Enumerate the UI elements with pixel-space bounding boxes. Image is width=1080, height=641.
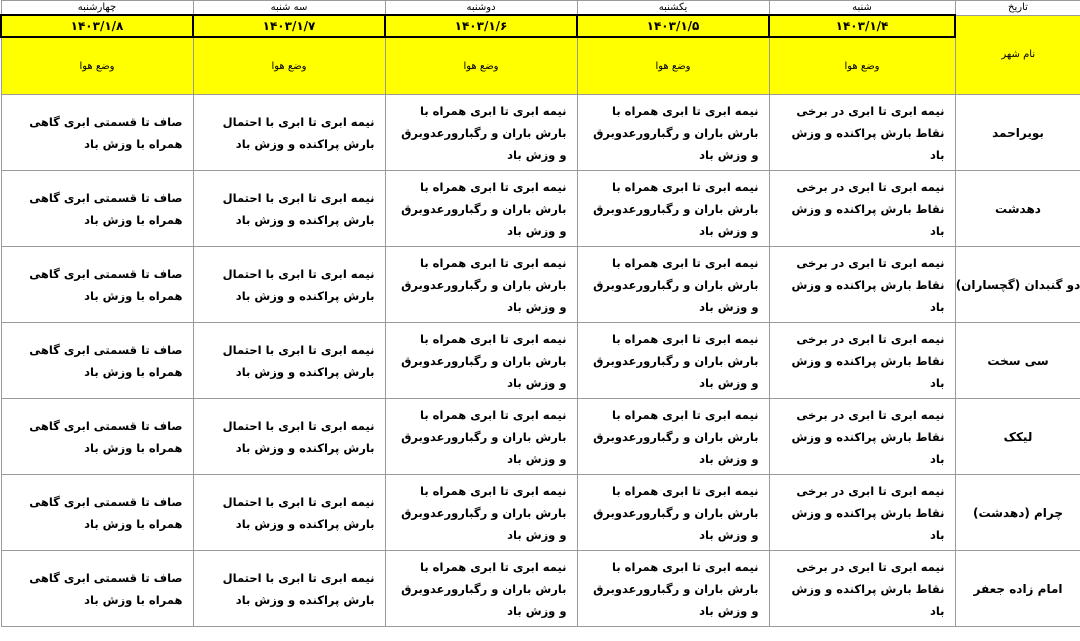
forecast-cell: نیمه ابری تا ابری در برخی نقاط بارش پراکنده و وزش باد bbox=[769, 247, 955, 323]
forecast-cell: نیمه ابری تا ابری همراه با بارش باران و رگبارورعدوبرق و وزش باد bbox=[577, 247, 769, 323]
date-label: تاریخ bbox=[955, 1, 1080, 16]
forecast-cell: نیمه ابری تا ابری در برخی نقاط بارش پراکنده و وزش باد bbox=[769, 475, 955, 551]
forecast-cell: نیمه ابری تا ابری با احتمال بارش پراکنده و وزش باد bbox=[193, 551, 385, 627]
forecast-cell: نیمه ابری تا ابری با احتمال بارش پراکنده و وزش باد bbox=[193, 475, 385, 551]
forecast-cell: نیمه ابری تا ابری همراه با بارش باران و رگبارورعدوبرق و وزش باد bbox=[385, 551, 577, 627]
date-3: ۱۴۰۳/۱/۶ bbox=[385, 15, 577, 37]
forecast-cell: صاف تا قسمتی ابری گاهی همراه با وزش باد bbox=[1, 551, 193, 627]
city-name: امام زاده جعفر bbox=[955, 551, 1080, 627]
forecast-cell: نیمه ابری تا ابری همراه با بارش باران و رگبارورعدوبرق و وزش باد bbox=[385, 171, 577, 247]
forecast-cell: نیمه ابری تا ابری با احتمال بارش پراکنده و وزش باد bbox=[193, 399, 385, 475]
city-name: بویراحمد bbox=[955, 95, 1080, 171]
forecast-cell: نیمه ابری تا ابری در برخی نقاط بارش پراکنده و وزش باد bbox=[769, 171, 955, 247]
forecast-cell: صاف تا قسمتی ابری گاهی همراه با وزش باد bbox=[1, 171, 193, 247]
forecast-cell: نیمه ابری تا ابری همراه با بارش باران و رگبارورعدوبرق و وزش باد bbox=[577, 551, 769, 627]
forecast-cell: نیمه ابری تا ابری با احتمال بارش پراکنده و وزش باد bbox=[193, 247, 385, 323]
table-row bbox=[1, 171, 1080, 247]
city-name: سی سخت bbox=[955, 323, 1080, 399]
weather-label-5: وضع هوا bbox=[1, 37, 193, 95]
day-name-5: چهارشنبه bbox=[1, 1, 193, 16]
forecast-cell: نیمه ابری تا ابری همراه با بارش باران و رگبارورعدوبرق و وزش باد bbox=[577, 475, 769, 551]
forecast-cell: نیمه ابری تا ابری همراه با بارش باران و رگبارورعدوبرق و وزش باد bbox=[385, 247, 577, 323]
forecast-cell: نیمه ابری تا ابری همراه با بارش باران و رگبارورعدوبرق و وزش باد bbox=[385, 323, 577, 399]
forecast-cell: نیمه ابری تا ابری با احتمال بارش پراکنده و وزش باد bbox=[193, 95, 385, 171]
forecast-cell: نیمه ابری تا ابری در برخی نقاط بارش پراکنده و وزش باد bbox=[769, 95, 955, 171]
date-5: ۱۴۰۳/۱/۸ bbox=[1, 15, 193, 37]
forecast-cell: نیمه ابری تا ابری با احتمال بارش پراکنده و وزش باد bbox=[193, 323, 385, 399]
table-row bbox=[1, 399, 1080, 475]
forecast-cell: صاف تا قسمتی ابری گاهی همراه با وزش باد bbox=[1, 323, 193, 399]
forecast-cell: صاف تا قسمتی ابری گاهی همراه با وزش باد bbox=[1, 247, 193, 323]
weather-label-3: وضع هوا bbox=[385, 37, 577, 95]
forecast-cell: نیمه ابری تا ابری همراه با بارش باران و رگبارورعدوبرق و وزش باد bbox=[385, 399, 577, 475]
forecast-cell: نیمه ابری تا ابری در برخی نقاط بارش پراکنده و وزش باد bbox=[769, 551, 955, 627]
forecast-cell: نیمه ابری تا ابری همراه با بارش باران و رگبارورعدوبرق و وزش باد bbox=[577, 171, 769, 247]
forecast-cell: نیمه ابری تا ابری با احتمال بارش پراکنده و وزش باد bbox=[193, 171, 385, 247]
forecast-cell: صاف تا قسمتی ابری گاهی همراه با وزش باد bbox=[1, 399, 193, 475]
city-name: چرام (دهدشت) bbox=[955, 475, 1080, 551]
forecast-cell: نیمه ابری تا ابری همراه با بارش باران و رگبارورعدوبرق و وزش باد bbox=[385, 95, 577, 171]
city-column-header: نام شهر bbox=[955, 15, 1080, 95]
day-name-4: سه شنبه bbox=[193, 1, 385, 16]
city-name: دو گنبدان (گچساران) bbox=[955, 247, 1080, 323]
day-name-2: یکشنبه bbox=[577, 1, 769, 16]
forecast-cell: نیمه ابری تا ابری در برخی نقاط بارش پراکنده و وزش باد bbox=[769, 399, 955, 475]
day-name-3: دوشنبه bbox=[385, 1, 577, 16]
forecast-cell: نیمه ابری تا ابری همراه با بارش باران و رگبارورعدوبرق و وزش باد bbox=[577, 95, 769, 171]
city-name: لیکک bbox=[955, 399, 1080, 475]
forecast-cell: نیمه ابری تا ابری همراه با بارش باران و رگبارورعدوبرق و وزش باد bbox=[577, 399, 769, 475]
forecast-cell: نیمه ابری تا ابری در برخی نقاط بارش پراکنده و وزش باد bbox=[769, 323, 955, 399]
date-2: ۱۴۰۳/۱/۵ bbox=[577, 15, 769, 37]
forecast-cell: نیمه ابری تا ابری همراه با بارش باران و رگبارورعدوبرق و وزش باد bbox=[385, 475, 577, 551]
weather-label-2: وضع هوا bbox=[577, 37, 769, 95]
table-row bbox=[1, 247, 1080, 323]
forecast-cell: نیمه ابری تا ابری همراه با بارش باران و رگبارورعدوبرق و وزش باد bbox=[577, 323, 769, 399]
table-row bbox=[1, 475, 1080, 551]
date-4: ۱۴۰۳/۱/۷ bbox=[193, 15, 385, 37]
forecast-cell: صاف تا قسمتی ابری گاهی همراه با وزش باد bbox=[1, 95, 193, 171]
weather-label-4: وضع هوا bbox=[193, 37, 385, 95]
day-name-1: شنبه bbox=[769, 1, 955, 16]
table-row bbox=[1, 323, 1080, 399]
table-row bbox=[1, 95, 1080, 171]
table-row bbox=[1, 551, 1080, 627]
weather-label-1: وضع هوا bbox=[769, 37, 955, 95]
city-name: دهدشت bbox=[955, 171, 1080, 247]
forecast-cell: صاف تا قسمتی ابری گاهی همراه با وزش باد bbox=[1, 475, 193, 551]
date-1: ۱۴۰۳/۱/۴ bbox=[769, 15, 955, 37]
